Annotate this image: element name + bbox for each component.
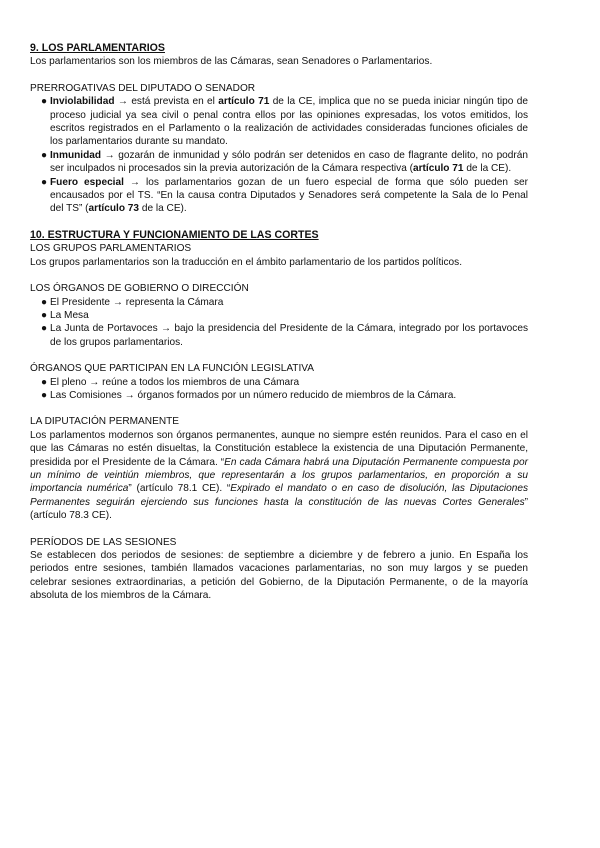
bullet-icon: ● [41,176,48,188]
list-item: ● Las Comisiones → órganos formados por un número reducido de miembros de la Cámara. [41,389,457,401]
bullet-icon: ● [41,323,48,335]
bullet-icon: ● [41,309,48,321]
list-item: ● El pleno → reúne a todos los miembros de una Cámara [41,376,300,388]
diputacion-text: Los parlamentos modernos son órganos permanentes, aunque no siempre estén reunidos. Para el caso en el que las Cámaras no estén disueltas, la Constitución establece la existencia de una Diputación Permanente, presidida por el Presidente de la Cámara. “En cada Cámara habrá una Diputación Permanente compuesta por un mínimo de veintiún miembros, que representarán a los grupos parlamentarios, en proporción a su importancia numérica” (artículo 78.1 CE). “Expirado el mandato o en caso de disolución, las Diputaciones Permanentes seguirán ejerciendo sus funciones hasta la constitución de las nuevas Cortes Generales” (artículo 78.3 CE). [30,429,528,522]
list-item: ● La Mesa [41,309,89,321]
bullet-icon: ● [41,296,48,308]
legislativa-heading: ÓRGANOS QUE PARTICIPAN EN LA FUNCIÓN LEGISLATIVA [30,363,314,375]
list-item: ● Fuero especial → los parlamentarios gozan de un fuero especial de forma que sólo pueden ser encausados por el TS. “En la causa contra Diputados y Senadores será competente la Sala de lo Penal del TS” (artículo 73 de la CE). [41,176,529,215]
prerogatives-heading: PRERROGATIVAS DEL DIPUTADO O SENADOR [30,82,256,94]
organos-list [30,296,528,350]
bullet-icon: ● [41,376,48,388]
section-9-intro: Los parlamentarios son los miembros de las Cámaras, sean Senadores o Parlamentarios. [30,56,433,68]
document-body [30,42,528,603]
bullet-icon: ● [41,96,48,108]
periodos-text: Se establecen dos periodos de sesiones: de septiembre a diciembre y de febrero a junio. En España los periodos entre sesiones, también llamados vacaciones parlamentarias, no son muy largos y se pueden celebrar sesiones extraordinarias, a petición del Gobierno, de la Diputación Permanente, o de la mayoría absoluta de los miembros de la Cámara. [30,550,528,602]
grupos-heading: LOS GRUPOS PARLAMENTARIOS [30,243,192,255]
section-10-title: 10. ESTRUCTURA Y FUNCIONAMIENTO DE LAS CORTES [30,228,319,241]
list-item: ● Inmunidad → gozarán de inmunidad y sólo podrán ser detenidos en caso de flagrante delito, no podrán ser inculpados ni procesados sin la previa autorización de la Cámara respectiva (artículo 71 de la CE). [41,149,528,175]
list-item: ● El Presidente → representa la Cámara [41,296,224,308]
section-9-title: 9. LOS PARLAMENTARIOS [30,42,165,54]
grupos-text: Los grupos parlamentarios son la traducción en el ámbito parlamentario de los partidos políticos. [30,256,463,268]
prerogatives-list [30,95,528,216]
list-item: ● Inviolabilidad → está prevista en el artículo 71 de la CE, implica que no se pueda iniciar ningún tipo de proceso judicial ya sea civil o penal contra ellos por las opiniones expresadas, los votos emitidos, los escritos registrados en el Parlamento o la realización de actividades consideradas funciones oficiales de los parlamentarios durante su mandato. [41,96,528,148]
bullet-icon: ● [41,149,48,161]
organos-heading: LOS ÓRGANOS DE GOBIERNO O DIRECCIÓN [30,283,249,295]
bullet-icon: ● [41,389,48,401]
periodos-heading: PERÍODOS DE LAS SESIONES [30,536,177,548]
list-item: ● La Junta de Portavoces → bajo la presidencia del Presidente de la Cámara, integrado por los portavoces de los grupos parlamentarios. [41,323,528,348]
diputacion-heading: LA DIPUTACIÓN PERMANENTE [30,416,180,428]
legislativa-list [30,376,528,403]
